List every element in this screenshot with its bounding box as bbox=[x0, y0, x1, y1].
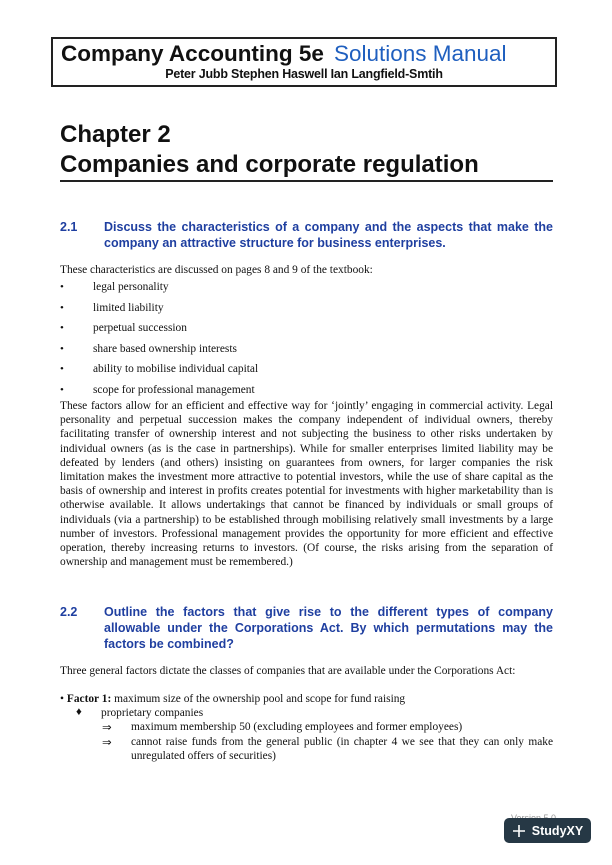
question-text: Outline the factors that give rise to the different types of company allowable under the Corporations Act. By which permutations may the factors be combined? bbox=[104, 605, 553, 651]
plus-icon bbox=[512, 824, 526, 838]
book-title: Company Accounting 5e bbox=[61, 41, 324, 66]
sub-sub-item: cannot raise funds from the general public (in chapter 4 we see that they can only make unregulated offers of securities) bbox=[131, 736, 553, 763]
chapter-number: Chapter 2 bbox=[60, 121, 171, 148]
studyxy-badge[interactable] bbox=[504, 818, 591, 843]
bullet-icon: • bbox=[60, 301, 64, 314]
chapter-title: Companies and corporate regulation bbox=[60, 151, 479, 178]
badge-label: StudyXY bbox=[531, 823, 584, 838]
bullet-icon: • bbox=[60, 384, 64, 396]
intro-text: These characteristics are discussed on pages 8 and 9 of the textbook: bbox=[60, 264, 373, 276]
bullet-icon: • bbox=[60, 693, 64, 705]
bullet-icon: • bbox=[60, 342, 64, 355]
book-subtitle: Solutions Manual bbox=[333, 41, 507, 66]
factor-label: Factor 1: bbox=[66, 693, 112, 705]
intro-text: Three general factors dictate the classes of companies that are available under the Corporations Act: bbox=[60, 665, 516, 677]
chapter-heading bbox=[60, 120, 553, 182]
factor-item bbox=[60, 692, 405, 706]
question-number: 2.2 bbox=[60, 605, 78, 619]
bullet-icon: • bbox=[60, 281, 64, 293]
header-box bbox=[51, 37, 557, 87]
factor-text: maximum size of the ownership pool and scope for fund raising bbox=[111, 693, 406, 705]
diamond-icon: ♦ bbox=[76, 706, 82, 718]
sub-item: proprietary companies bbox=[101, 707, 204, 719]
implies-arrow-icon: ⇒ bbox=[102, 737, 112, 749]
sub-sub-item: maximum membership 50 (excluding employees and former employees) bbox=[131, 721, 463, 733]
authors: Peter Jubb Stephen Haswell Ian Langfield-Smtih bbox=[165, 66, 443, 81]
answer-paragraph: These factors allow for an efficient and effective way for ‘jointly’ engaging in commercial activity. Legal personality and perpetual succession makes the company independent of individual owners, thereby facilitating transfer of ownership interest and not subjecting the business to other risks undertaken by individual owners (as is the case in partnerships). While for smaller enterprises limited liability may be defeated by lenders (and others) insisting on guarantees from owners, for larger companies the risk limitation makes the investment more attractive to potential investors, while the use of share capital as the basis of ownership and interest in profits creates potential for investments with higher marketability than is otherwise available. It allows undertakings that cannot be financed by individuals or small groups of individuals (via a partnership) to be established through mobilising relatively small investments by a large number of investors. Professional management provides the opportunity for more efficient and effective operation, thereby increasing returns to investors. (Of course, the risks arising from the separation of ownership and management must be remembered.) bbox=[60, 400, 553, 569]
implies-arrow-icon: ⇒ bbox=[102, 722, 112, 734]
bullet-icon: • bbox=[60, 322, 64, 335]
question-number: 2.1 bbox=[60, 220, 78, 234]
document-title bbox=[61, 41, 507, 67]
question-text: Discuss the characteristics of a company and the aspects that make the company an attractive structure for business enterprises. bbox=[104, 220, 553, 250]
bullet-icon: • bbox=[60, 363, 64, 376]
